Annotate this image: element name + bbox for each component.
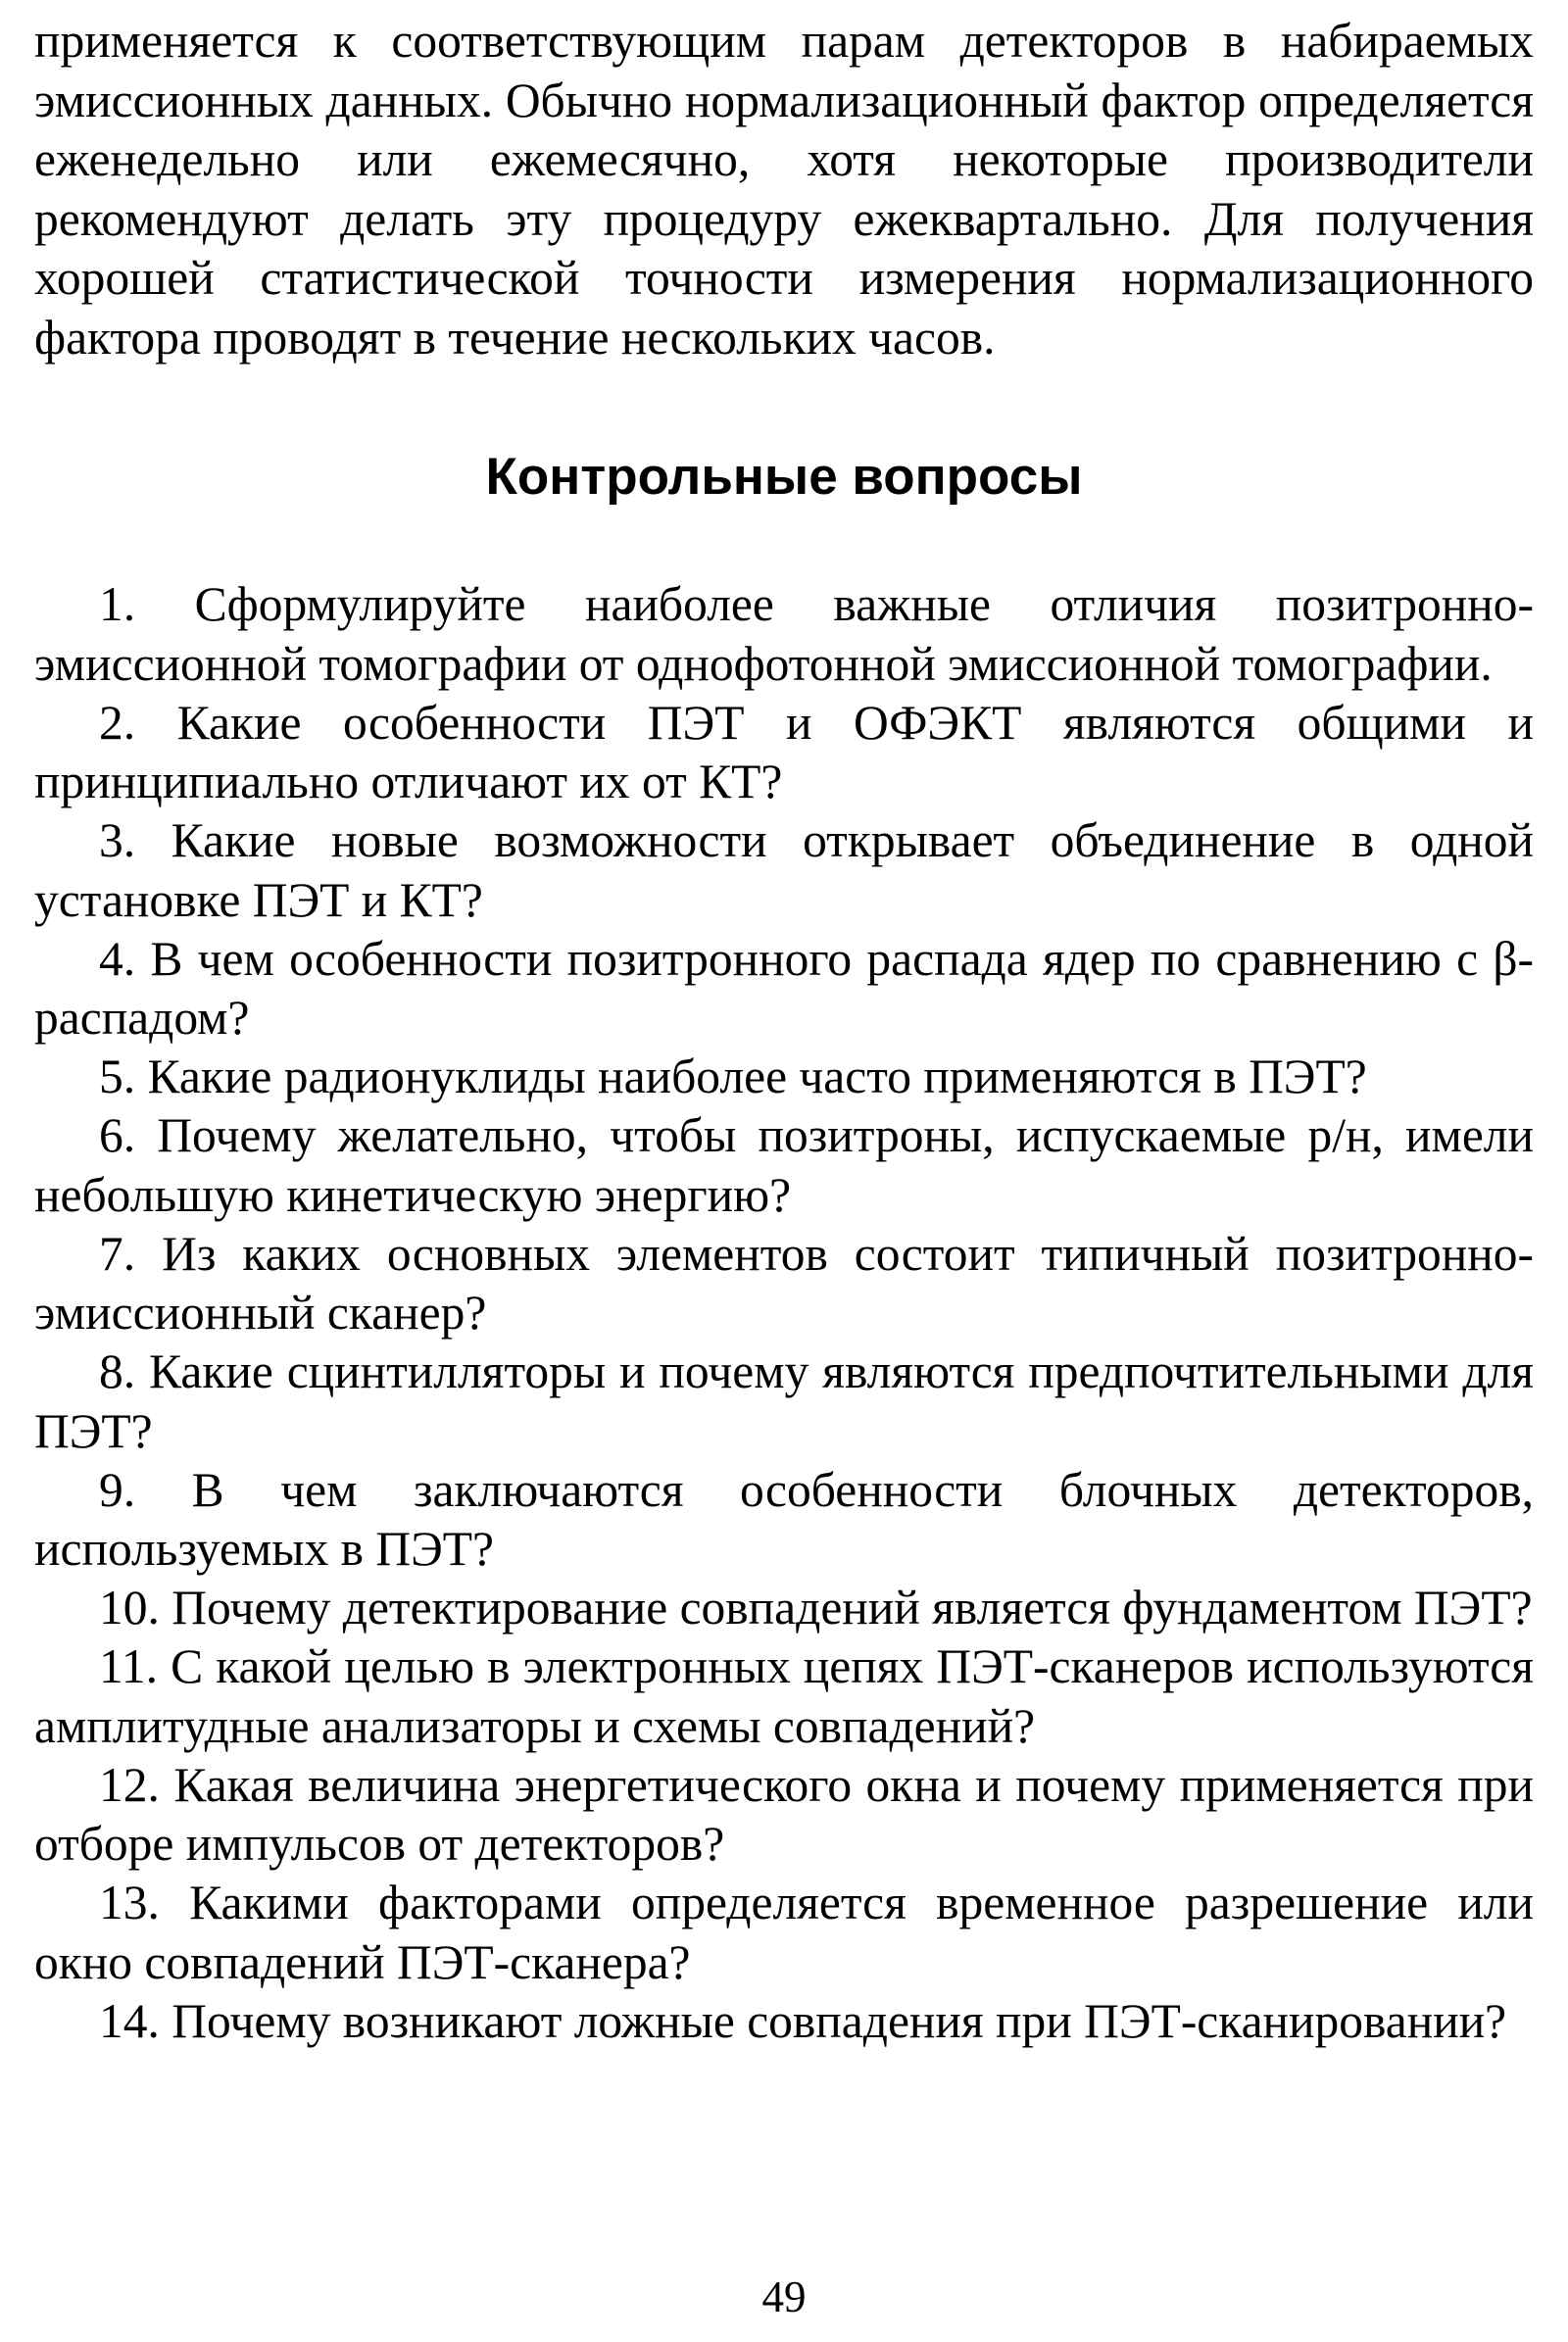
question-number: 3. [99, 813, 136, 867]
question-item [34, 1874, 1534, 1992]
section-heading: Контрольные вопросы [485, 448, 1083, 506]
question-text: Почему возникают ложные совпадения при ПЭТ-сканировании? [172, 1993, 1507, 2048]
question-text: Почему детектирование совпадений является фундаментом ПЭТ? [172, 1581, 1533, 1635]
question-item [34, 1342, 1534, 1461]
question-text: Какие новые возможности открывает объединение в одной установке ПЭТ и КТ? [34, 813, 1535, 927]
question-text: В чем заключаются особенности блочных детекторов, используемых в ПЭТ? [34, 1462, 1535, 1576]
question-number: 14. [99, 1993, 160, 2048]
question-item [34, 1225, 1534, 1343]
question-number: 10. [99, 1581, 160, 1635]
question-number: 7. [99, 1226, 136, 1281]
question-item [34, 1579, 1534, 1638]
page-content [34, 12, 1534, 2051]
question-number: 4. [99, 931, 136, 986]
question-number: 12. [99, 1757, 160, 1812]
intro-paragraph: применяется к соответствующим парам детекторов в набираемых эмиссионных данных. Обычно нормализационный фактор определяется еженедельно или ежемесячно, хотя некоторые производители рекомендуют делать эту процедуру ежеквартально. Для получения хорошей статистической точности измерения нормализационного фактора проводят в течение нескольких часов. [34, 14, 1534, 365]
question-text: Какие радионуклиды наиболее часто применяются в ПЭТ? [147, 1049, 1367, 1103]
question-item [34, 1461, 1534, 1580]
questions-list [34, 575, 1534, 2051]
question-text: Сформулируйте наиболее важные отличия позитронно-эмиссионной томографии от однофотонной эмиссионной томографии. [34, 577, 1535, 691]
page-number: 49 [761, 2272, 807, 2321]
question-item [34, 811, 1534, 930]
question-number: 1. [99, 577, 136, 631]
question-item [34, 1637, 1534, 1756]
question-text: С какой целью в электронных цепях ПЭТ-сканеров используются амплитудные анализаторы и схемы совпадений? [34, 1639, 1535, 1753]
question-item [34, 694, 1534, 812]
question-item [34, 1106, 1534, 1225]
question-item [34, 575, 1534, 694]
question-number: 9. [99, 1462, 136, 1517]
question-number: 2. [99, 695, 136, 750]
question-text: В чем особенности позитронного распада ядер по сравнению с β-распадом? [34, 931, 1534, 1045]
question-text: Какими факторами определяется временное разрешение или окно совпадений ПЭТ-сканера? [34, 1876, 1535, 1989]
question-item [34, 1048, 1534, 1107]
question-number: 8. [99, 1344, 136, 1398]
question-text: Какие сцинтилляторы и почему являются предпочтительными для ПЭТ? [34, 1344, 1535, 1458]
question-text: Какая величина энергетического окна и почему применяется при отборе импульсов от детекторов? [34, 1757, 1535, 1871]
question-number: 5. [99, 1049, 136, 1103]
question-text: Из каких основных элементов состоит типичный позитронно-эмиссионный сканер? [34, 1226, 1534, 1340]
question-number: 6. [99, 1108, 136, 1162]
question-number: 11. [99, 1639, 159, 1693]
question-item [34, 1756, 1534, 1875]
question-item [34, 930, 1534, 1049]
question-text: Какие особенности ПЭТ и ОФЭКТ являются общими и принципиально отличают их от КТ? [34, 695, 1534, 808]
question-text: Почему желательно, чтобы позитроны, испускаемые р/н, имели небольшую кинетическую энергию? [34, 1108, 1534, 1222]
question-number: 13. [99, 1876, 160, 1929]
question-item [34, 1992, 1534, 2052]
